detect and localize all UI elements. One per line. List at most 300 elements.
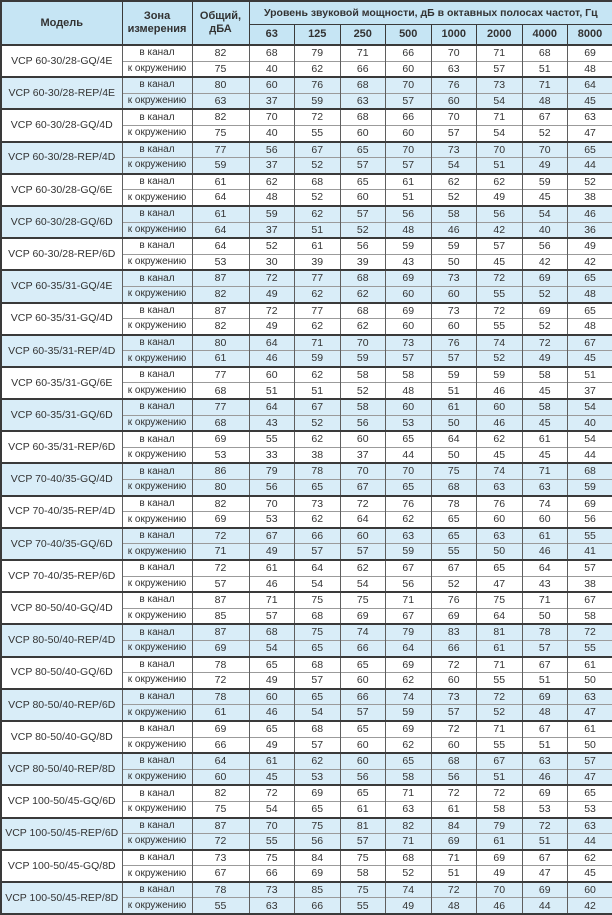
table-row xyxy=(1,431,612,447)
band-level-cell: 76 xyxy=(477,496,523,512)
band-level-cell: 52 xyxy=(568,174,612,190)
model-cell: VCP 60-30/28-REP/6D xyxy=(1,238,122,270)
table-row xyxy=(1,528,612,544)
band-level-cell: 56 xyxy=(477,206,523,222)
model-cell: VCP 60-35/31-GQ/6E xyxy=(1,367,122,399)
band-level-cell: 54 xyxy=(431,158,477,174)
freq-column-header: 250 xyxy=(340,25,386,46)
band-level-cell: 75 xyxy=(249,850,295,866)
band-level-cell: 75 xyxy=(295,592,341,608)
band-level-cell: 52 xyxy=(249,238,295,254)
band-level-cell: 51 xyxy=(522,834,568,850)
band-level-cell: 52 xyxy=(522,319,568,335)
band-level-cell: 76 xyxy=(431,592,477,608)
band-level-cell: 60 xyxy=(340,431,386,447)
zone-cell: в канал xyxy=(122,560,192,576)
band-level-cell: 66 xyxy=(431,640,477,656)
band-level-cell: 45 xyxy=(522,415,568,431)
table-row xyxy=(1,753,612,769)
table-row xyxy=(1,303,612,319)
model-cell: VCP 60-30/28-REP/4E xyxy=(1,77,122,109)
band-level-cell: 51 xyxy=(295,383,341,399)
table-row xyxy=(1,592,612,608)
total-dba-cell: 82 xyxy=(192,319,249,335)
band-level-cell: 60 xyxy=(431,93,477,109)
band-level-cell: 72 xyxy=(477,785,523,801)
band-level-cell: 72 xyxy=(431,882,477,898)
freq-column-header: 63 xyxy=(249,25,295,46)
band-level-cell: 68 xyxy=(295,721,341,737)
band-level-cell: 69 xyxy=(386,303,432,319)
band-level-cell: 51 xyxy=(477,158,523,174)
band-level-cell: 60 xyxy=(249,689,295,705)
band-level-cell: 72 xyxy=(431,657,477,673)
band-level-cell: 49 xyxy=(522,351,568,367)
band-level-cell: 70 xyxy=(340,335,386,351)
band-level-cell: 62 xyxy=(340,286,386,302)
band-level-cell: 62 xyxy=(249,174,295,190)
table-row xyxy=(1,45,612,61)
band-level-cell: 62 xyxy=(295,753,341,769)
band-level-cell: 57 xyxy=(431,125,477,141)
band-level-cell: 69 xyxy=(522,270,568,286)
zone-cell: в канал xyxy=(122,431,192,447)
band-level-cell: 51 xyxy=(477,769,523,785)
zone-cell: в канал xyxy=(122,721,192,737)
table-row xyxy=(1,657,612,673)
band-level-cell: 71 xyxy=(522,77,568,93)
band-level-cell: 72 xyxy=(431,785,477,801)
band-level-cell: 59 xyxy=(522,174,568,190)
band-level-cell: 67 xyxy=(386,560,432,576)
band-level-cell: 56 xyxy=(386,576,432,592)
band-level-cell: 67 xyxy=(295,399,341,415)
band-level-cell: 46 xyxy=(568,206,612,222)
table-row xyxy=(1,335,612,351)
band-level-cell: 75 xyxy=(340,882,386,898)
band-level-cell: 69 xyxy=(568,496,612,512)
band-level-cell: 71 xyxy=(295,335,341,351)
total-dba-cell: 82 xyxy=(192,109,249,125)
band-level-cell: 48 xyxy=(522,705,568,721)
spl-group-header: Уровень звуковой мощности, дБ в октавных полосах частот, Гц xyxy=(249,1,612,25)
band-level-cell: 65 xyxy=(340,721,386,737)
band-level-cell: 68 xyxy=(340,303,386,319)
band-level-cell: 65 xyxy=(431,512,477,528)
band-level-cell: 65 xyxy=(340,174,386,190)
band-level-cell: 69 xyxy=(522,785,568,801)
zone-cell: к окружению xyxy=(122,286,192,302)
table-row xyxy=(1,238,612,254)
band-level-cell: 79 xyxy=(386,624,432,640)
zone-cell: к окружению xyxy=(122,834,192,850)
band-level-cell: 45 xyxy=(522,190,568,206)
band-level-cell: 57 xyxy=(522,640,568,656)
band-level-cell: 53 xyxy=(522,801,568,817)
band-level-cell: 49 xyxy=(249,286,295,302)
band-level-cell: 67 xyxy=(477,753,523,769)
band-level-cell: 68 xyxy=(249,624,295,640)
band-level-cell: 69 xyxy=(522,303,568,319)
band-level-cell: 57 xyxy=(295,673,341,689)
band-level-cell: 49 xyxy=(249,673,295,689)
band-level-cell: 82 xyxy=(386,818,432,834)
band-level-cell: 37 xyxy=(340,447,386,463)
zone-cell: к окружению xyxy=(122,383,192,399)
band-level-cell: 45 xyxy=(568,866,612,882)
band-level-cell: 61 xyxy=(340,801,386,817)
band-level-cell: 75 xyxy=(295,624,341,640)
zone-cell: в канал xyxy=(122,496,192,512)
band-level-cell: 61 xyxy=(249,753,295,769)
band-level-cell: 58 xyxy=(522,399,568,415)
band-level-cell: 65 xyxy=(340,657,386,673)
band-level-cell: 70 xyxy=(431,109,477,125)
band-level-cell: 62 xyxy=(386,737,432,753)
model-cell: VCP 100-50/45-GQ/8D xyxy=(1,850,122,882)
band-level-cell: 70 xyxy=(477,142,523,158)
band-level-cell: 57 xyxy=(295,544,341,560)
band-level-cell: 55 xyxy=(340,898,386,914)
band-level-cell: 59 xyxy=(431,367,477,383)
band-level-cell: 62 xyxy=(477,431,523,447)
total-dba-cell: 77 xyxy=(192,367,249,383)
band-level-cell: 54 xyxy=(477,93,523,109)
model-cell: VCP 60-35/31-GQ/4E xyxy=(1,270,122,302)
band-level-cell: 58 xyxy=(340,866,386,882)
total-dba-cell: 87 xyxy=(192,818,249,834)
band-level-cell: 61 xyxy=(431,399,477,415)
band-level-cell: 46 xyxy=(249,576,295,592)
band-level-cell: 70 xyxy=(340,463,386,479)
zone-cell: к окружению xyxy=(122,61,192,77)
band-level-cell: 45 xyxy=(568,351,612,367)
band-level-cell: 43 xyxy=(249,415,295,431)
band-level-cell: 60 xyxy=(477,512,523,528)
band-level-cell: 60 xyxy=(477,399,523,415)
band-level-cell: 46 xyxy=(522,544,568,560)
band-level-cell: 55 xyxy=(477,319,523,335)
total-dba-cell: 59 xyxy=(192,158,249,174)
band-level-cell: 65 xyxy=(295,480,341,496)
band-level-cell: 54 xyxy=(522,206,568,222)
zone-cell: к окружению xyxy=(122,608,192,624)
freq-column-header: 125 xyxy=(295,25,341,46)
band-level-cell: 73 xyxy=(249,882,295,898)
band-level-cell: 69 xyxy=(295,866,341,882)
band-level-cell: 81 xyxy=(340,818,386,834)
band-level-cell: 37 xyxy=(249,158,295,174)
band-level-cell: 68 xyxy=(522,45,568,61)
zone-cell: к окружению xyxy=(122,737,192,753)
band-level-cell: 64 xyxy=(568,77,612,93)
band-level-cell: 46 xyxy=(477,383,523,399)
band-level-cell: 71 xyxy=(431,850,477,866)
band-level-cell: 52 xyxy=(522,125,568,141)
band-level-cell: 66 xyxy=(340,61,386,77)
band-level-cell: 59 xyxy=(340,351,386,367)
band-level-cell: 65 xyxy=(295,801,341,817)
band-level-cell: 62 xyxy=(340,319,386,335)
total-dba-cell: 60 xyxy=(192,769,249,785)
band-level-cell: 72 xyxy=(522,335,568,351)
band-level-cell: 37 xyxy=(249,93,295,109)
band-level-cell: 51 xyxy=(522,737,568,753)
total-dba-cell: 82 xyxy=(192,286,249,302)
band-level-cell: 65 xyxy=(249,657,295,673)
band-level-cell: 63 xyxy=(477,528,523,544)
band-level-cell: 60 xyxy=(340,753,386,769)
band-level-cell: 68 xyxy=(386,850,432,866)
band-level-cell: 59 xyxy=(477,367,523,383)
band-level-cell: 52 xyxy=(477,351,523,367)
band-level-cell: 61 xyxy=(249,560,295,576)
band-level-cell: 72 xyxy=(568,624,612,640)
total-dba-cell: 72 xyxy=(192,834,249,850)
total-dba-cell: 69 xyxy=(192,721,249,737)
zone-column-header: Зона измерения xyxy=(122,1,192,45)
total-dba-cell: 71 xyxy=(192,544,249,560)
freq-column-header: 500 xyxy=(386,25,432,46)
band-level-cell: 79 xyxy=(249,463,295,479)
band-level-cell: 62 xyxy=(386,512,432,528)
band-level-cell: 57 xyxy=(340,705,386,721)
zone-cell: в канал xyxy=(122,850,192,866)
model-cell: VCP 80-50/40-REP/4D xyxy=(1,624,122,656)
total-dba-cell: 75 xyxy=(192,61,249,77)
band-level-cell: 67 xyxy=(568,592,612,608)
total-column-header: Общий, дБА xyxy=(192,1,249,45)
band-level-cell: 49 xyxy=(477,190,523,206)
zone-cell: к окружению xyxy=(122,480,192,496)
zone-cell: в канал xyxy=(122,367,192,383)
table-row xyxy=(1,850,612,866)
band-level-cell: 42 xyxy=(477,222,523,238)
zone-cell: в канал xyxy=(122,109,192,125)
band-level-cell: 67 xyxy=(295,142,341,158)
band-level-cell: 57 xyxy=(249,608,295,624)
band-level-cell: 75 xyxy=(477,592,523,608)
model-cell: VCP 60-30/28-GQ/4E xyxy=(1,45,122,77)
band-level-cell: 44 xyxy=(568,834,612,850)
total-dba-cell: 75 xyxy=(192,125,249,141)
zone-cell: в канал xyxy=(122,882,192,898)
band-level-cell: 57 xyxy=(340,834,386,850)
zone-cell: в канал xyxy=(122,753,192,769)
model-cell: VCP 100-50/45-REP/8D xyxy=(1,882,122,914)
total-dba-cell: 61 xyxy=(192,351,249,367)
band-level-cell: 40 xyxy=(568,415,612,431)
band-level-cell: 75 xyxy=(340,850,386,866)
band-level-cell: 81 xyxy=(477,624,523,640)
band-level-cell: 60 xyxy=(431,286,477,302)
total-dba-cell: 57 xyxy=(192,576,249,592)
band-level-cell: 50 xyxy=(477,544,523,560)
band-level-cell: 68 xyxy=(340,270,386,286)
band-level-cell: 71 xyxy=(477,657,523,673)
band-level-cell: 74 xyxy=(477,335,523,351)
band-level-cell: 54 xyxy=(249,640,295,656)
band-level-cell: 66 xyxy=(386,45,432,61)
band-level-cell: 63 xyxy=(568,818,612,834)
band-level-cell: 49 xyxy=(568,238,612,254)
freq-column-header: 4000 xyxy=(522,25,568,46)
table-row xyxy=(1,270,612,286)
band-level-cell: 84 xyxy=(295,850,341,866)
band-level-cell: 54 xyxy=(295,576,341,592)
band-level-cell: 55 xyxy=(249,834,295,850)
table-row xyxy=(1,818,612,834)
band-level-cell: 71 xyxy=(522,592,568,608)
total-dba-cell: 82 xyxy=(192,45,249,61)
band-level-cell: 79 xyxy=(295,45,341,61)
band-level-cell: 58 xyxy=(386,367,432,383)
band-level-cell: 60 xyxy=(386,399,432,415)
zone-cell: в канал xyxy=(122,624,192,640)
band-level-cell: 59 xyxy=(386,544,432,560)
band-level-cell: 48 xyxy=(568,319,612,335)
freq-column-header: 1000 xyxy=(431,25,477,46)
band-level-cell: 48 xyxy=(522,93,568,109)
band-level-cell: 52 xyxy=(340,222,386,238)
band-level-cell: 50 xyxy=(568,673,612,689)
band-level-cell: 45 xyxy=(522,447,568,463)
band-level-cell: 44 xyxy=(568,447,612,463)
band-level-cell: 57 xyxy=(568,560,612,576)
band-level-cell: 38 xyxy=(568,576,612,592)
total-dba-cell: 78 xyxy=(192,882,249,898)
band-level-cell: 73 xyxy=(431,303,477,319)
band-level-cell: 45 xyxy=(477,447,523,463)
band-level-cell: 57 xyxy=(295,737,341,753)
band-level-cell: 76 xyxy=(431,77,477,93)
total-dba-cell: 61 xyxy=(192,174,249,190)
band-level-cell: 73 xyxy=(431,689,477,705)
zone-cell: в канал xyxy=(122,142,192,158)
zone-cell: к окружению xyxy=(122,415,192,431)
model-cell: VCP 60-35/31-REP/6D xyxy=(1,431,122,463)
band-level-cell: 60 xyxy=(340,125,386,141)
zone-cell: к окружению xyxy=(122,222,192,238)
band-level-cell: 57 xyxy=(568,753,612,769)
band-level-cell: 66 xyxy=(340,640,386,656)
band-level-cell: 60 xyxy=(431,737,477,753)
band-level-cell: 57 xyxy=(431,351,477,367)
band-level-cell: 50 xyxy=(431,447,477,463)
band-level-cell: 72 xyxy=(477,303,523,319)
total-dba-cell: 77 xyxy=(192,142,249,158)
band-level-cell: 72 xyxy=(249,785,295,801)
band-level-cell: 37 xyxy=(568,383,612,399)
zone-cell: в канал xyxy=(122,303,192,319)
total-dba-cell: 87 xyxy=(192,270,249,286)
band-level-cell: 58 xyxy=(386,769,432,785)
band-level-cell: 66 xyxy=(295,898,341,914)
zone-cell: в канал xyxy=(122,785,192,801)
band-level-cell: 67 xyxy=(522,657,568,673)
table-row xyxy=(1,206,612,222)
band-level-cell: 52 xyxy=(340,383,386,399)
band-level-cell: 77 xyxy=(295,303,341,319)
band-level-cell: 44 xyxy=(522,898,568,914)
zone-cell: в канал xyxy=(122,174,192,190)
band-level-cell: 59 xyxy=(295,93,341,109)
zone-cell: к окружению xyxy=(122,769,192,785)
band-level-cell: 57 xyxy=(431,705,477,721)
zone-cell: к окружению xyxy=(122,898,192,914)
model-cell: VCP 80-50/40-GQ/8D xyxy=(1,721,122,753)
zone-cell: в канал xyxy=(122,270,192,286)
band-level-cell: 60 xyxy=(340,673,386,689)
band-level-cell: 69 xyxy=(431,608,477,624)
band-level-cell: 51 xyxy=(568,367,612,383)
band-level-cell: 39 xyxy=(295,254,341,270)
band-level-cell: 50 xyxy=(431,415,477,431)
band-level-cell: 59 xyxy=(295,351,341,367)
band-level-cell: 40 xyxy=(249,61,295,77)
band-level-cell: 58 xyxy=(568,608,612,624)
band-level-cell: 50 xyxy=(431,254,477,270)
band-level-cell: 56 xyxy=(340,238,386,254)
table-row xyxy=(1,77,612,93)
band-level-cell: 42 xyxy=(522,254,568,270)
band-level-cell: 43 xyxy=(386,254,432,270)
band-level-cell: 57 xyxy=(386,93,432,109)
band-level-cell: 64 xyxy=(522,560,568,576)
band-level-cell: 65 xyxy=(386,480,432,496)
band-level-cell: 69 xyxy=(522,882,568,898)
band-level-cell: 60 xyxy=(386,61,432,77)
band-level-cell: 85 xyxy=(295,882,341,898)
zone-cell: к окружению xyxy=(122,158,192,174)
model-cell: VCP 60-30/28-REP/4D xyxy=(1,142,122,174)
table-row xyxy=(1,399,612,415)
band-level-cell: 65 xyxy=(568,303,612,319)
band-level-cell: 62 xyxy=(295,367,341,383)
band-level-cell: 65 xyxy=(249,721,295,737)
band-level-cell: 70 xyxy=(522,142,568,158)
zone-cell: к окружению xyxy=(122,544,192,560)
model-cell: VCP 80-50/40-REP/6D xyxy=(1,689,122,721)
band-level-cell: 57 xyxy=(340,544,386,560)
band-level-cell: 51 xyxy=(431,866,477,882)
band-level-cell: 76 xyxy=(295,77,341,93)
band-level-cell: 55 xyxy=(431,544,477,560)
zone-cell: в канал xyxy=(122,463,192,479)
total-dba-cell: 86 xyxy=(192,463,249,479)
band-level-cell: 52 xyxy=(431,576,477,592)
zone-cell: в канал xyxy=(122,818,192,834)
model-cell: VCP 60-30/28-GQ/6D xyxy=(1,206,122,238)
model-cell: VCP 60-35/31-REP/4D xyxy=(1,335,122,367)
band-level-cell: 42 xyxy=(568,898,612,914)
zone-cell: к окружению xyxy=(122,254,192,270)
model-cell: VCP 60-30/28-GQ/4D xyxy=(1,109,122,141)
band-level-cell: 51 xyxy=(431,383,477,399)
model-cell: VCP 70-40/35-GQ/4D xyxy=(1,463,122,495)
band-level-cell: 69 xyxy=(431,834,477,850)
band-level-cell: 46 xyxy=(477,415,523,431)
total-dba-cell: 77 xyxy=(192,399,249,415)
band-level-cell: 65 xyxy=(568,270,612,286)
band-level-cell: 56 xyxy=(249,480,295,496)
band-level-cell: 62 xyxy=(477,174,523,190)
band-level-cell: 61 xyxy=(522,528,568,544)
band-level-cell: 63 xyxy=(522,753,568,769)
band-level-cell: 71 xyxy=(249,592,295,608)
total-dba-cell: 87 xyxy=(192,624,249,640)
zone-cell: к окружению xyxy=(122,673,192,689)
